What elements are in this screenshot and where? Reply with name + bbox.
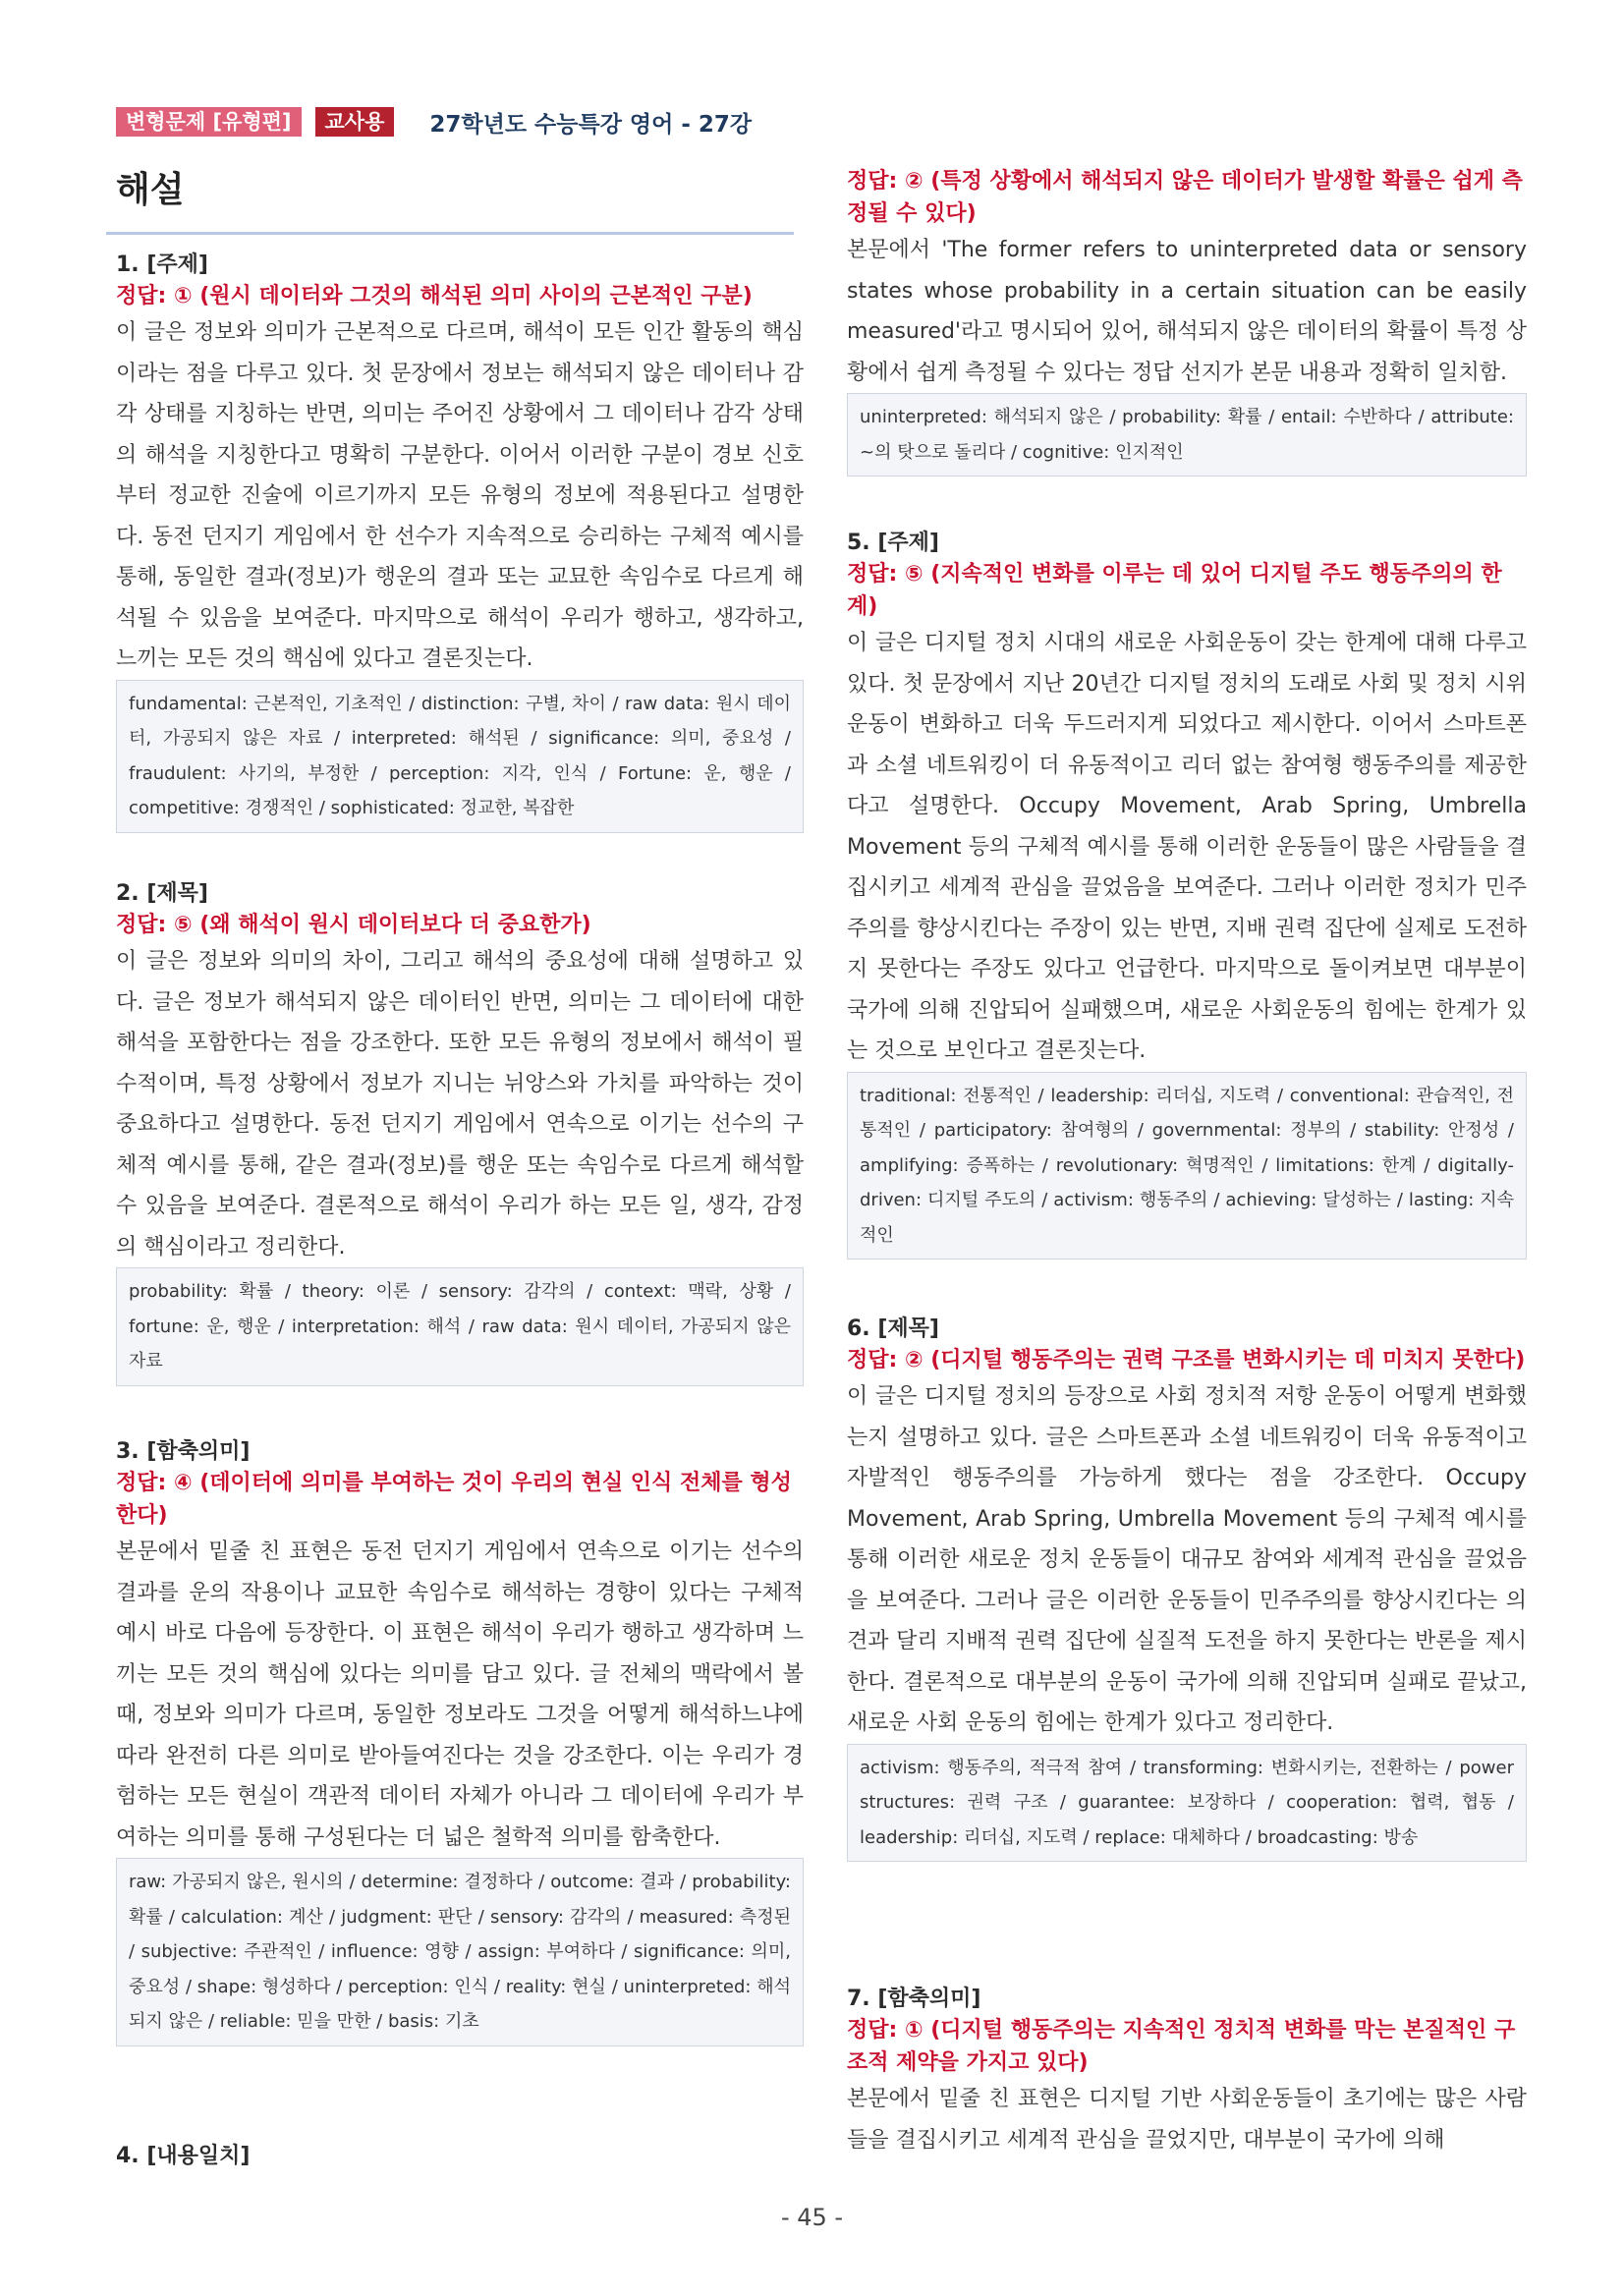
question-3-answer: 정답: ④ (데이터에 의미를 부여하는 것이 우리의 현실 인식 전체를 형성한다) [116, 1471, 792, 1528]
question-4-head-block [116, 2142, 804, 2171]
question-1 [116, 251, 804, 833]
question-6-body: 이 글은 디지털 정치의 등장으로 사회 정치적 저항 운동이 어떻게 변화했는지 설명하고 있다. 글은 스마트폰과 소셜 네트워킹이 더욱 유동적이고 자발적인 행동주의를 가능하게 했다는 점을 강조한다. Occupy Movement, Arab Spring, Umbrella Movement 등의 구체적 예시를 통해 이러한 새로운 정치 운동들이 대규모 참여와 세계적 관심을 끌었음을 보여준다. 그러나 글은 이러한 운동들이 민주주의를 향상시킨다는 의견과 달리 지배적 권력 집단에 실질적 도전을 하지 못한다는 반론을 제시한다. 결론적으로 대부분의 운동이 국가에 의해 진압되며 실패로 끝났고, 새로운 사회 운동의 힘에는 한계가 있다고 정리한다. [847, 1384, 1527, 1735]
question-4-head: 4. [내용일치] [116, 2144, 251, 2168]
question-6 [847, 1315, 1527, 1862]
question-4-cont [847, 165, 1527, 476]
question-5 [847, 529, 1527, 1260]
question-2-answer: 정답: ⑤ (왜 해석이 원시 데이터보다 더 중요한가) [116, 913, 591, 937]
question-5-head: 5. [주제] [847, 531, 939, 555]
page-header [116, 106, 752, 138]
header-tag-teacher: 교사용 [315, 107, 395, 137]
question-6-head: 6. [제목] [847, 1316, 939, 1341]
question-2 [116, 879, 804, 1386]
question-4-vocab: uninterpreted: 해석되지 않은 / probability: 확률 / entail: 수반하다 / attribute: ~의 탓으로 돌리다 / cognitive: 인지적인 [847, 393, 1527, 476]
question-2-vocab: probability: 확률 / theory: 이론 / sensory: 감각의 / context: 맥락, 상황 / fortune: 운, 행운 / interpretation: 해석 / raw data: 원시 데이터, 가공되지 않은 자료 [116, 1267, 804, 1386]
section-divider [106, 232, 794, 235]
question-1-body: 이 글은 정보와 의미가 근본적으로 다르며, 해석이 모든 인간 활동의 핵심이라는 점을 다루고 있다. 첫 문장에서 정보는 해석되지 않은 데이터나 감각 상태를 지칭하는 반면, 의미는 주어진 상황에서 그 데이터나 감각 상태의 해석을 지칭한다고 명확히 구분한다. 이어서 이러한 구분이 경보 신호부터 정교한 진술에 이르기까지 모든 유형의 정보에 적용된다고 설명한다. 동전 던지기 게임에서 한 선수가 지속적으로 승리하는 구체적 예시를 통해, 동일한 결과(정보)가 행운의 결과 또는 교묘한 속임수로 다르게 해석될 수 있음을 보여준다. 마지막으로 해석이 우리가 행하고, 생각하고, 느끼는 모든 것의 핵심에 있다고 결론짓는다. [116, 320, 804, 671]
question-3-vocab: raw: 가공되지 않은, 원시의 / determine: 결정하다 / outcome: 결과 / probability: 확률 / calculation: 계산 / judgment: 판단 / sensory: 감각의 / measured: 측정된 / subjective: 주관적인 / influence: 영향 / assign: 부여하다 / significance: 의미, 중요성 / shape: 형성하다 / perception: 인식 / reality: 현실 / uninterpreted: 해석되지 않은 / reliable: 믿을 만한 / basis: 기초 [116, 1858, 804, 2046]
question-4-answer: 정답: ② (특정 상황에서 해석되지 않은 데이터가 발생할 확률은 쉽게 측정될 수 있다) [847, 169, 1523, 226]
page-number: - 45 - [780, 2204, 844, 2231]
question-6-vocab: activism: 행동주의, 적극적 참여 / transforming: 변화시키는, 전환하는 / power structures: 권력 구조 / guarantee: 보장하다 / cooperation: 협력, 협동 / leadership: 리더십, 지도력 / replace: 대체하다 / broadcasting: 방송 [847, 1744, 1527, 1863]
question-2-head: 2. [제목] [116, 881, 208, 906]
question-3 [116, 1437, 804, 2046]
question-1-answer: 정답: ① (원시 데이터와 그것의 해석된 의미 사이의 근본적인 구분) [116, 284, 753, 308]
question-5-answer: 정답: ⑤ (지속적인 변화를 이루는 데 있어 디지털 주도 행동주의의 한계) [847, 562, 1502, 619]
question-3-head: 3. [함축의미] [116, 1439, 251, 1464]
question-4-body: 본문에서 'The former refers to uninterpreted data or sensory states whose probability in a certain situation can be easily measured'라고 명시되어 있어, 해석되지 않은 데이터의 확률이 특정 상황에서 쉽게 측정될 수 있다는 정답 선지가 본문 내용과 정확히 일치함. [847, 238, 1527, 385]
section-title: 해설 [116, 170, 185, 210]
header-title: 27학년도 수능특강 영어 - 27강 [429, 111, 753, 138]
question-1-vocab: fundamental: 근본적인, 기초적인 / distinction: 구별, 차이 / raw data: 원시 데이터, 가공되지 않은 자료 / interpreted: 해석된 / significance: 의미, 중요성 / fraudulent: 사기의, 부정한 / perception: 지각, 인식 / Fortune: 운, 행운 / competitive: 경쟁적인 / sophisticated: 정교한, 복잡한 [116, 680, 804, 833]
question-5-body: 이 글은 디지털 정치 시대의 새로운 사회운동이 갖는 한계에 대해 다루고 있다. 첫 문장에서 지난 20년간 디지털 정치의 도래로 사회 및 정치 시위 운동이 변화하고 더욱 두드러지게 되었다고 제시한다. 이어서 스마트폰과 소셜 네트워킹이 더 유동적이고 리더 없는 참여형 행동주의를 제공한다고 설명한다. Occupy Movement, Arab Spring, Umbrella Movement 등의 구체적 예시를 통해 이러한 운동들이 많은 사람들을 결집시키고 세계적 관심을 끌었음을 보여준다. 그러나 이러한 정치가 민주주의를 향상시킨다는 주장이 있는 반면, 지배 권력 집단에 실제로 도전하지 못한다는 주장도 있다고 언급한다. 마지막으로 돌이켜보면 대부분이 국가에 의해 진압되어 실패했으며, 새로운 사회운동의 힘에는 한계가 있는 것으로 보인다고 결론짓는다. [847, 631, 1527, 1063]
question-7-body: 본문에서 밑줄 친 표현은 디지털 기반 사회운동들이 초기에는 많은 사람들을 결집시키고 세계적 관심을 끌었지만, 대부분이 국가에 의해 [847, 2087, 1527, 2153]
question-1-head: 1. [주제] [116, 252, 208, 277]
question-2-body: 이 글은 정보와 의미의 차이, 그리고 해석의 중요성에 대해 설명하고 있다. 글은 정보가 해석되지 않은 데이터인 반면, 의미는 그 데이터에 대한 해석을 포함한다는 점을 강조한다. 또한 모든 유형의 정보에서 해석이 필수적이며, 특정 상황에서 정보가 지니는 뉘앙스와 가치를 파악하는 것이 중요하다고 설명한다. 동전 던지기 게임에서 연속으로 이기는 선수의 구체적 예시를 통해, 같은 결과(정보)를 행운 또는 속임수로 다르게 해석할 수 있음을 보여준다. 결론적으로 해석이 우리가 하는 모든 일, 생각, 감정의 핵심이라고 정리한다. [116, 949, 804, 1260]
question-7-head: 7. [함축의미] [847, 1987, 981, 2011]
question-7 [847, 1985, 1527, 2160]
question-5-vocab: traditional: 전통적인 / leadership: 리더십, 지도력 / conventional: 관습적인, 전통적인 / participatory: 참여형의 / governmental: 정부의 / stability: 안정성 / amplifying: 증폭하는 / revolutionary: 혁명적인 / limitations: 한계 / digitally-driven: 디지털 주도의 / activism: 행동주의 / achieving: 달성하는 / lasting: 지속적인 [847, 1072, 1527, 1260]
header-tag-type: 변형문제 [유형편] [116, 107, 302, 137]
question-7-answer: 정답: ① (디지털 행동주의는 지속적인 정치적 변화를 막는 본질적인 구조적 제약을 가지고 있다) [847, 2018, 1516, 2075]
question-3-body: 본문에서 밑줄 친 표현은 동전 던지기 게임에서 연속으로 이기는 선수의 결과를 운의 작용이나 교묘한 속임수로 해석하는 경향이 있다는 구체적 예시 바로 다음에 등장한다. 이 표현은 해석이 우리가 행하고 생각하며 느끼는 모든 것의 핵심에 있다는 의미를 담고 있다. 글 전체의 맥락에서 볼 때, 정보와 의미가 다르며, 동일한 정보라도 그것을 어떻게 해석하느냐에 따라 완전히 다른 의미로 받아들여진다는 것을 강조한다. 이는 우리가 경험하는 모든 현실이 객관적 데이터 자체가 아니라 그 데이터에 우리가 부여하는 의미를 통해 구성된다는 더 넓은 철학적 의미를 함축한다. [116, 1540, 804, 1850]
question-6-answer: 정답: ② (디지털 행동주의는 권력 구조를 변화시키는 데 미치지 못한다) [847, 1348, 1526, 1372]
